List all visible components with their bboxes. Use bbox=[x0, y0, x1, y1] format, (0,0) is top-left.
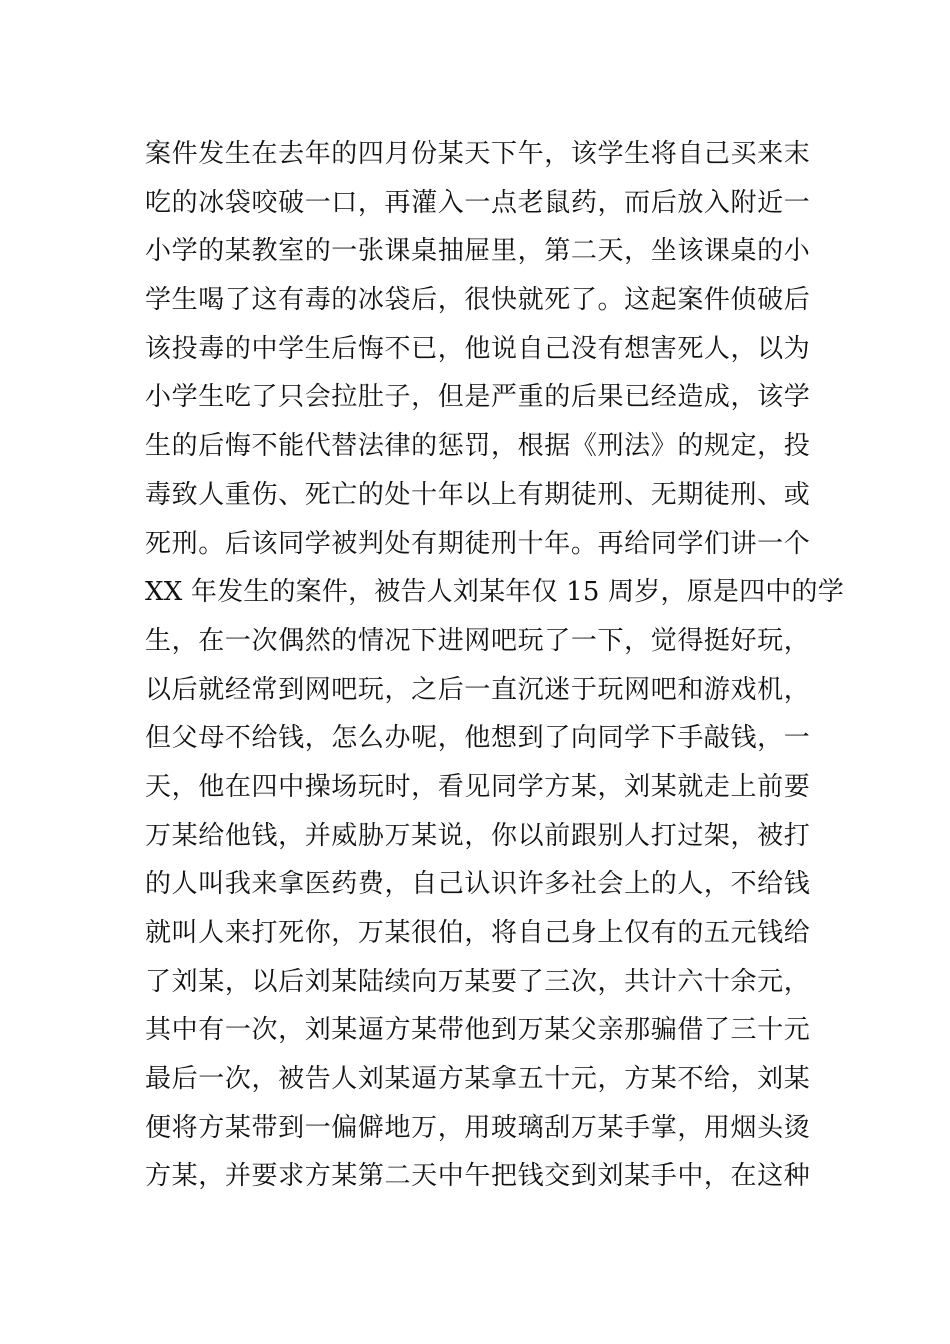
body-paragraph bbox=[145, 130, 844, 1201]
text-line-9: 死刑。后该同学被判处有期徒刑十年。再给同学们讲一个 bbox=[145, 528, 810, 559]
text-line-22: 方某，并要求方某第二天中午把钱交到刘某手中，在这种 bbox=[145, 1161, 810, 1192]
text-line-14: 天，他在四中操场玩时，看见同学方某，刘某就走上前要 bbox=[145, 771, 810, 802]
text-line-13: 但父母不给钱，怎么办呢，他想到了向同学下手敲钱，一 bbox=[145, 723, 810, 754]
text-line-12: 以后就经常到网吧玩，之后一直沉迷于玩网吧和游戏机， bbox=[145, 674, 810, 705]
text-line-10: XX 年发生的案件，被告人刘某年仅 15 周岁，原是四中的学 bbox=[145, 577, 844, 608]
text-line-1: 案件发生在去年的四月份某天下午，该学生将自己买来末 bbox=[145, 139, 810, 169]
text-line-3: 小学的某教室的一张课桌抽屉里，第二天，坐该课桌的小 bbox=[145, 236, 810, 267]
text-line-21: 便将方某带到一偏僻地万，用玻璃刮万某手掌，用烟头烫 bbox=[145, 1112, 810, 1143]
text-line-8: 毒致人重伤、死亡的处十年以上有期徒刑、无期徒刑、或 bbox=[145, 479, 810, 510]
text-line-19: 其中有一次，刘某逼方某带他到万某父亲那骗借了三十元 bbox=[145, 1015, 810, 1046]
text-line-5: 该投毒的中学生后悔不已，他说自己没有想害死人，以为 bbox=[145, 333, 810, 364]
text-line-2: 吃的冰袋咬破一口，再灌入一点老鼠药，而后放入附近一 bbox=[145, 187, 810, 218]
text-line-18: 了刘某，以后刘某陆续向万某要了三次，共计六十余元， bbox=[145, 966, 810, 997]
text-line-7: 生的后悔不能代替法律的惩罚，根据《刑法》的规定，投 bbox=[145, 431, 810, 462]
text-line-4: 学生喝了这有毒的冰袋后，很快就死了。这起案件侦破后 bbox=[145, 285, 810, 316]
text-line-20: 最后一次，被告人刘某逼方某拿五十元，方某不给，刘某 bbox=[145, 1064, 810, 1095]
text-line-11: 生，在一次偶然的情况下进网吧玩了一下，觉得挺好玩， bbox=[145, 625, 810, 656]
text-line-17: 就叫人来打死你，万某很伯，将自己身上仅有的五元钱给 bbox=[145, 918, 810, 948]
text-line-6: 小学生吃了只会拉肚子，但是严重的后果已经造成，该学 bbox=[145, 382, 810, 413]
text-line-15: 万某给他钱，并威胁万某说，你以前跟别人打过架，被打 bbox=[145, 820, 810, 851]
text-line-16: 的人叫我来拿医药费，自己认识许多社会上的人，不给钱 bbox=[145, 869, 810, 900]
